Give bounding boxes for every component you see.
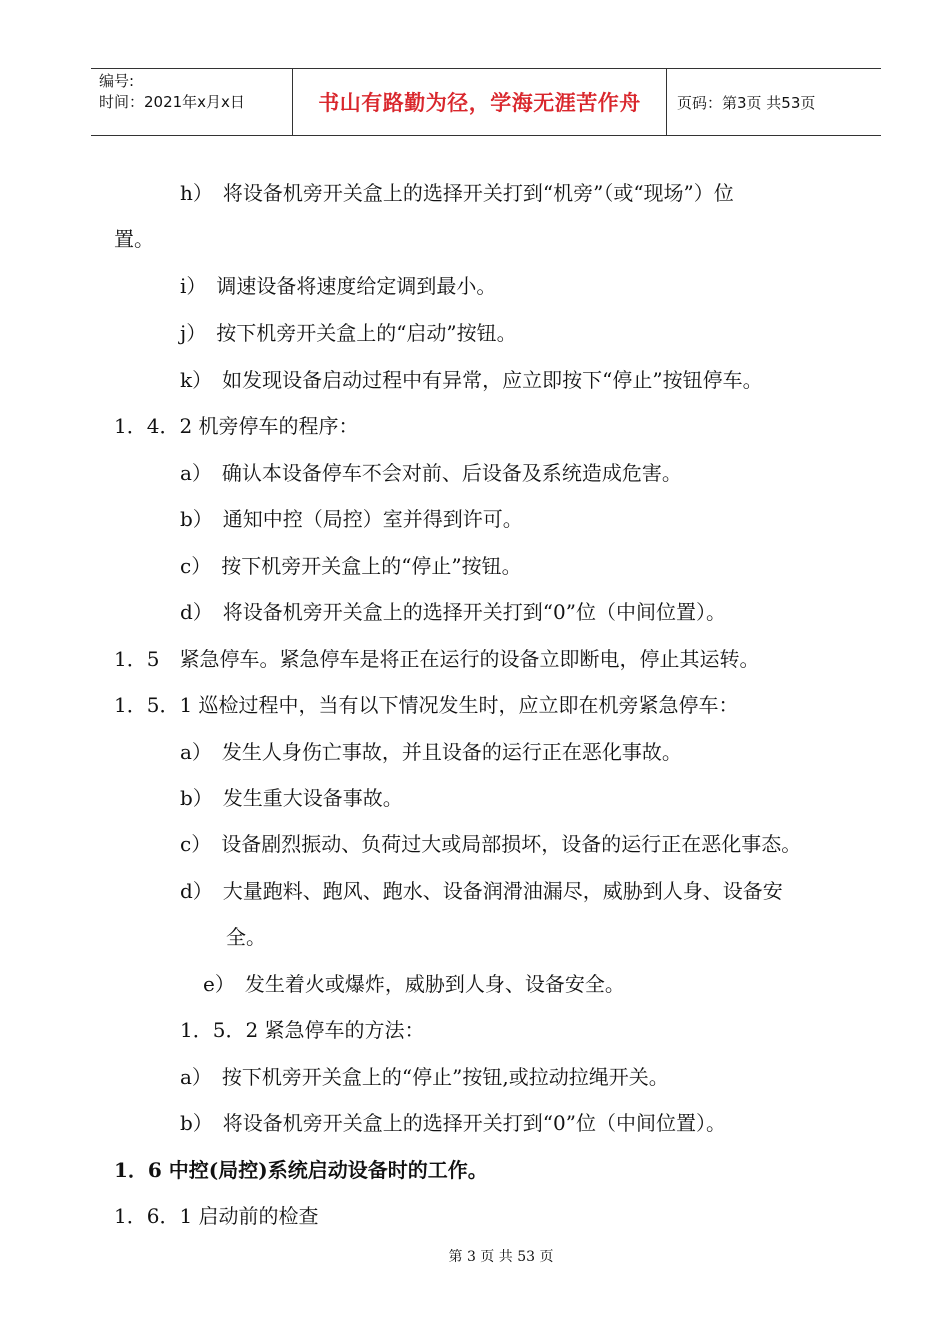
header-meta	[99, 71, 245, 113]
paragraph-line: d） 大量跑料、跑风、跑水、设备润滑油漏尽，威胁到人身、设备安	[180, 879, 783, 903]
paragraph-line: 置。	[114, 227, 154, 251]
paragraph-line: h） 将设备机旁开关盒上的选择开关打到“机旁”（或“现场”）位	[180, 181, 734, 205]
paragraph-line: e） 发生着火或爆炸，威胁到人身、设备安全。	[203, 972, 625, 996]
section-heading: 1．5 紧急停车。紧急停车是将正在运行的设备立即断电，停止其运转。	[114, 647, 760, 671]
header-number-label: 编号:	[99, 72, 135, 90]
header-page-info: 页码：第3页 共53页	[677, 93, 816, 112]
paragraph-line: b） 将设备机旁开关盒上的选择开关打到“0”位（中间位置）。	[180, 1111, 726, 1135]
paragraph-line: d） 将设备机旁开关盒上的选择开关打到“0”位（中间位置）。	[180, 600, 726, 624]
paragraph-line: b） 通知中控（局控）室并得到许可。	[180, 507, 523, 531]
paragraph-line: j） 按下机旁开关盒上的“启动”按钮。	[180, 321, 517, 345]
section-heading: 1．5．1 巡检过程中，当有以下情况发生时，应立即在机旁紧急停车：	[114, 693, 739, 717]
header-time-label: 时间：2021年x月x日	[99, 93, 245, 111]
section-heading: 1．5．2 紧急停车的方法：	[180, 1018, 425, 1042]
page-header	[91, 68, 881, 136]
header-motto: 书山有路勤为径，学海无涯苦作舟	[318, 91, 641, 115]
paragraph-line: k） 如发现设备启动过程中有异常，应立即按下“停止”按钮停车。	[180, 368, 763, 392]
paragraph-line: c） 设备剧烈振动、负荷过大或局部损坏，设备的运行正在恶化事态。	[180, 832, 802, 856]
section-heading: 1．6 中控(局控)系统启动设备时的工作。	[114, 1158, 488, 1182]
paragraph-line: a） 发生人身伤亡事故，并且设备的运行正在恶化事故。	[180, 740, 682, 764]
paragraph-line: a） 确认本设备停车不会对前、后设备及系统造成危害。	[180, 461, 682, 485]
paragraph-line: i） 调速设备将速度给定调到最小。	[180, 274, 497, 298]
paragraph-line: b） 发生重大设备事故。	[180, 786, 403, 810]
section-heading: 1．6．1 启动前的检查	[114, 1204, 319, 1228]
section-heading: 1．4．2 机旁停车的程序：	[114, 414, 359, 438]
paragraph-line: c） 按下机旁开关盒上的“停止”按钮。	[180, 554, 522, 578]
paragraph-line: 全。	[226, 925, 266, 949]
paragraph-line: a） 按下机旁开关盒上的“停止”按钮,或拉动拉绳开关。	[180, 1065, 669, 1089]
header-divider	[666, 69, 667, 135]
page-footer: 第 3 页 共 53 页	[448, 1249, 554, 1265]
